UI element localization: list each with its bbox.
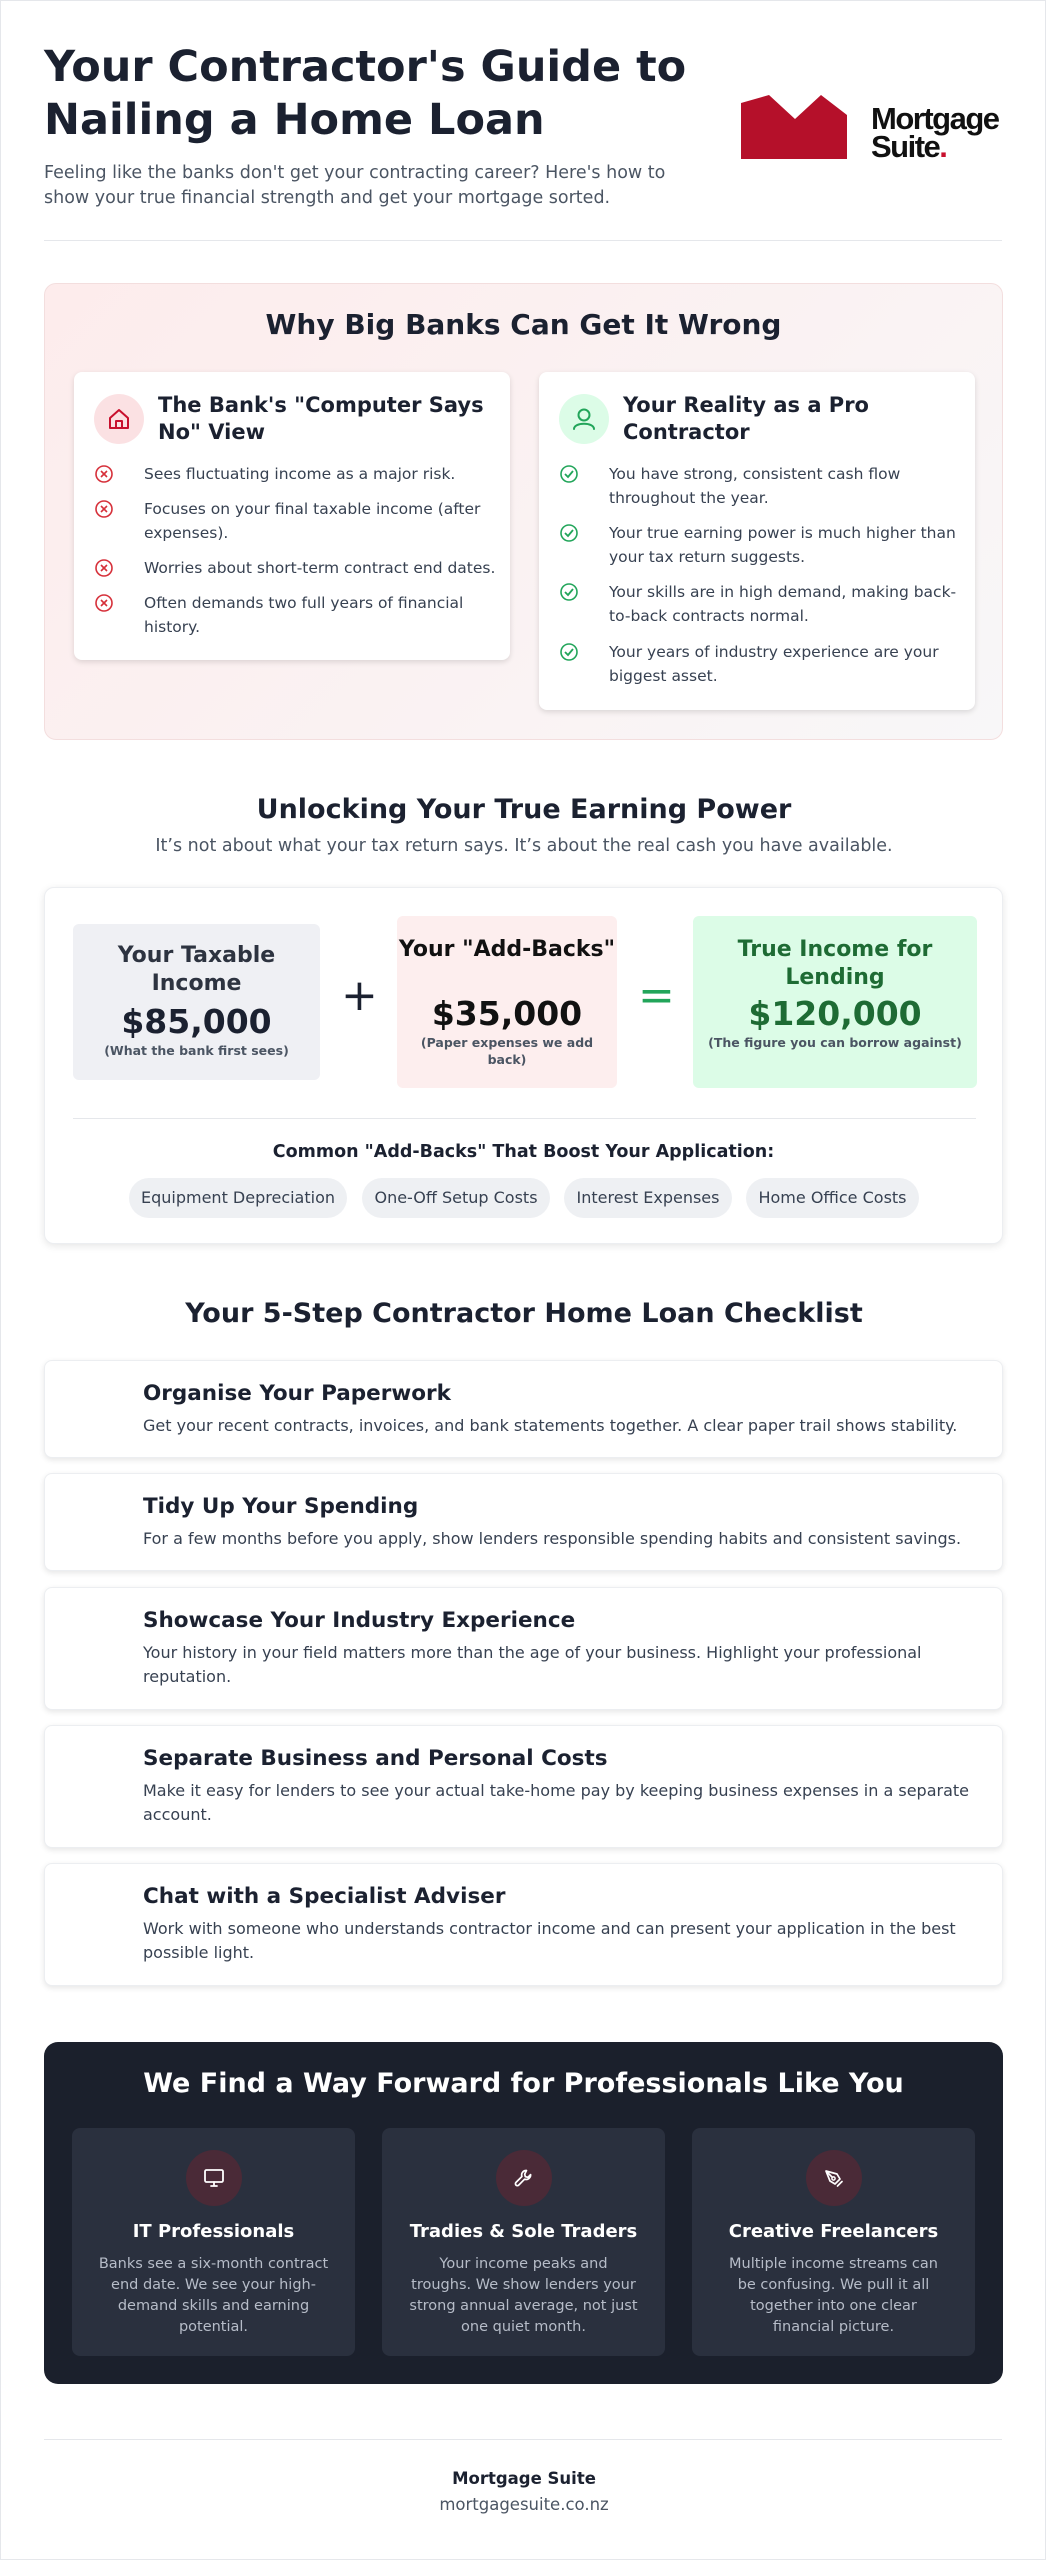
- reality-item: Your years of industry experience are your biggest asset.: [609, 643, 939, 685]
- logo-text-line1: Mortgage: [871, 101, 999, 136]
- reality-card: [539, 372, 975, 710]
- step-description: Get your recent contracts, invoices, and bank statements together. A clear paper trail shows stability.: [143, 1416, 958, 1435]
- way-forward-section: [44, 2042, 1003, 2384]
- checklist-step: [44, 1725, 1003, 1848]
- check-circle-icon: [559, 582, 579, 602]
- footer-website-link[interactable]: mortgagesuite.co.nz: [439, 2495, 609, 2514]
- addbacks-note: (Paper expenses we add back): [420, 1035, 594, 1067]
- checklist-step: [44, 1473, 1003, 1571]
- checklist-step: [44, 1863, 1003, 1986]
- user-icon: [559, 394, 609, 444]
- step-description: For a few months before you apply, show lenders responsible spending habits and consistent savings.: [143, 1529, 962, 1548]
- bank-view-item: Often demands two full years of financial history.: [144, 594, 464, 636]
- profession-card-creative: [692, 2128, 975, 2356]
- checklist-step: [44, 1360, 1003, 1458]
- step-description: Make it easy for lenders to see your actual take-home pay by keeping business expenses in a separate account.: [143, 1781, 969, 1824]
- checklist-step: [44, 1587, 1003, 1710]
- step-description: Your history in your field matters more than the age of your business. Highlight your professional reputation.: [143, 1643, 922, 1686]
- monitor-icon: [186, 2150, 242, 2206]
- logo-dot: .: [939, 129, 947, 164]
- bank-view-title: The Bank's "Computer Says No" View: [158, 393, 484, 444]
- true-income-label: True Income for Lending: [737, 937, 933, 990]
- x-circle-icon: [94, 558, 114, 578]
- mortgage-suite-logo: [741, 95, 1006, 164]
- true-income-note: (The figure you can borrow against): [708, 1035, 962, 1050]
- addbacks-label: Your "Add-Backs": [398, 937, 616, 962]
- step-title: Showcase Your Industry Experience: [143, 1608, 576, 1633]
- calc-divider: [73, 1118, 976, 1119]
- check-circle-icon: [559, 642, 579, 662]
- earning-power-title: Unlocking Your True Earning Power: [256, 794, 792, 825]
- bank-view-item: Focuses on your final taxable income (after expenses).: [144, 500, 481, 542]
- step-title: Chat with a Specialist Adviser: [143, 1884, 506, 1909]
- income-calculation-card: [44, 887, 1003, 1244]
- bank-view-item: Worries about short-term contract end dates.: [144, 559, 496, 577]
- earning-power-subtitle: It’s not about what your tax return says. It’s about the real cash you have available.: [155, 836, 893, 856]
- step-title: Organise Your Paperwork: [143, 1381, 451, 1406]
- header-divider: [44, 240, 1002, 241]
- profession-title: Creative Freelancers: [728, 2221, 939, 2242]
- home-icon: [94, 394, 144, 444]
- wrench-icon: [496, 2150, 552, 2206]
- reality-item: Your true earning power is much higher than your tax return suggests.: [609, 524, 956, 566]
- way-forward-title: We Find a Way Forward for Professionals Like You: [143, 2068, 904, 2099]
- addbacks-box: [397, 916, 617, 1088]
- profession-description: Multiple income streams can be confusing. We pull it all together into one clear financial picture.: [729, 2256, 938, 2335]
- addbacks-value: $35,000: [431, 994, 583, 1033]
- logo-mark-icon: [741, 95, 851, 159]
- footer-divider: [44, 2439, 1002, 2440]
- addback-pill: One-Off Setup Costs: [362, 1178, 550, 1218]
- taxable-income-label: Your Taxable Income: [117, 943, 276, 996]
- profession-title: Tradies & Sole Traders: [409, 2221, 638, 2242]
- profession-description: Banks see a six-month contract end date. We see your high-demand skills and earning potential.: [98, 2256, 329, 2335]
- true-income-value: $120,000: [748, 994, 922, 1033]
- x-circle-icon: [94, 464, 114, 484]
- profession-description: Your income peaks and troughs. We show lenders your strong annual average, not just one quiet month.: [409, 2256, 638, 2335]
- plus-sign: +: [341, 970, 378, 1021]
- equals-sign: =: [638, 970, 675, 1021]
- page-title: Your Contractor's Guide to Nailing a Home Loan: [44, 42, 687, 145]
- reality-item: Your skills are in high demand, making back-to-back contracts normal.: [609, 583, 957, 625]
- profession-title: IT Professionals: [132, 2221, 295, 2242]
- common-addbacks-title: Common "Add-Backs" That Boost Your Application:: [272, 1142, 775, 1162]
- reality-title: Your Reality as a Pro Contractor: [623, 393, 869, 444]
- step-title: Separate Business and Personal Costs: [143, 1746, 608, 1771]
- addback-pill: Home Office Costs: [746, 1178, 919, 1218]
- bank-view-item: Sees fluctuating income as a major risk.: [144, 465, 456, 483]
- page-subtitle: Feeling like the banks don't get your contracting career? Here's how to show your true financial strength and get your mortgage sorted.: [44, 163, 666, 208]
- taxable-income-box: [73, 924, 320, 1080]
- check-circle-icon: [559, 464, 579, 484]
- true-income-box: [693, 916, 977, 1088]
- taxable-income-note: (What the bank first sees): [104, 1043, 289, 1058]
- reality-item: You have strong, consistent cash flow throughout the year.: [609, 465, 901, 507]
- footer-company-name: Mortgage Suite: [452, 2469, 596, 2488]
- addback-pill: Equipment Depreciation: [129, 1178, 347, 1218]
- x-circle-icon: [94, 593, 114, 613]
- why-banks-section: [44, 283, 1003, 740]
- check-circle-icon: [559, 523, 579, 543]
- bank-view-card: [74, 372, 510, 660]
- checklist-title: Your 5-Step Contractor Home Loan Checklist: [185, 1298, 863, 1329]
- why-banks-title: Why Big Banks Can Get It Wrong: [265, 308, 782, 341]
- taxable-income-value: $85,000: [121, 1002, 272, 1041]
- x-circle-icon: [94, 499, 114, 519]
- profession-card-tradies: [382, 2128, 665, 2356]
- addback-pill: Interest Expenses: [564, 1178, 732, 1218]
- pen-tool-icon: [806, 2150, 862, 2206]
- step-title: Tidy Up Your Spending: [143, 1494, 419, 1519]
- profession-card-it: [72, 2128, 355, 2356]
- logo-text-line2: Suite: [871, 129, 940, 164]
- step-description: Work with someone who understands contractor income and can present your application in the best possible light.: [143, 1919, 956, 1962]
